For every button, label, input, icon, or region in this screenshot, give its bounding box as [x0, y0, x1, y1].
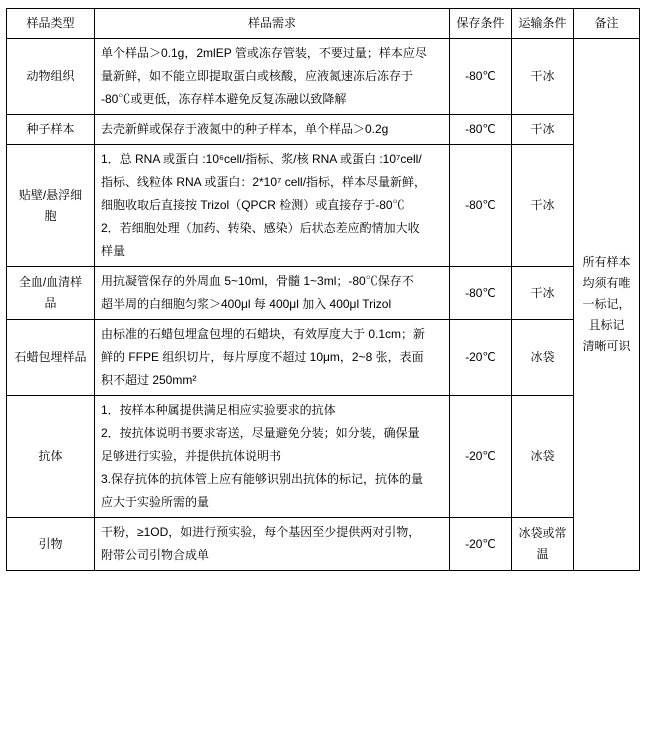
cell-storage: -80℃ [450, 39, 512, 115]
cell-storage: -20℃ [450, 396, 512, 518]
table-row [7, 518, 640, 571]
cell-storage: -80℃ [450, 115, 512, 145]
requirement-line: 样量 [101, 244, 126, 258]
cell-storage: -20℃ [450, 518, 512, 571]
table-row [7, 267, 640, 320]
header-shipping-condition: 运输条件 [512, 9, 574, 39]
cell-sample-type: 石蜡包埋样品 [7, 320, 95, 396]
header-sample-requirement: 样品需求 [95, 9, 450, 39]
requirement-line: 3.保存抗体的抗体管上应有能够识别出抗体的标记，抗体的量 [101, 472, 424, 486]
requirement-line: 单个样品＞0.1g，2mlEP 管或冻存管装，不要过量；样本应尽 [101, 46, 427, 60]
requirement-line: 2．若细胞处理（加药、转染、感染）后状态差应酌情加大收 [101, 221, 420, 235]
cell-shipping: 干冰 [512, 145, 574, 267]
cell-requirement [95, 39, 450, 115]
requirement-line: 1．按样本种属提供满足相应实验要求的抗体 [101, 403, 336, 417]
cell-storage: -20℃ [450, 320, 512, 396]
header-remark: 备注 [574, 9, 640, 39]
requirement-line: 应大于实验所需的量 [101, 495, 210, 509]
requirement-line: 细胞收取后直接按 Trizol（QPCR 检测）或直接存于-80℃ [101, 198, 405, 212]
table-row [7, 115, 640, 145]
cell-shipping: 干冰 [512, 267, 574, 320]
requirement-line: 积不超过 250mm² [101, 373, 197, 387]
requirement-line: 鲜的 FFPE 组织切片，每片厚度不超过 10μm，2~8 张，表面 [101, 350, 424, 364]
header-sample-type: 样品类型 [7, 9, 95, 39]
table-row [7, 320, 640, 396]
cell-remark [574, 39, 640, 571]
cell-sample-type: 动物组织 [7, 39, 95, 115]
cell-requirement [95, 267, 450, 320]
cell-shipping: 冰袋 [512, 320, 574, 396]
requirement-line: 干粉，≥1OD，如进行预实验，每个基因至少提供两对引物， [101, 525, 421, 539]
cell-shipping: 干冰 [512, 115, 574, 145]
header-row [7, 9, 640, 39]
remark-line: 均须有唯 [582, 276, 631, 290]
cell-storage: -80℃ [450, 145, 512, 267]
requirement-line: 由标准的石蜡包埋盒包埋的石蜡块，有效厚度大于 0.1cm；新 [101, 327, 426, 341]
cell-requirement [95, 115, 450, 145]
requirement-line: 去壳新鲜或保存于液氮中的种子样本，单个样品＞0.2g [101, 122, 389, 136]
sample-requirements-table [6, 8, 640, 571]
requirement-line: 足够进行实验，并提供抗体说明书 [101, 449, 282, 463]
table-body [7, 39, 640, 571]
cell-requirement [95, 145, 450, 267]
requirement-line: 附带公司引物合成单 [101, 548, 210, 562]
cell-sample-type: 贴壁/悬浮细胞 [7, 145, 95, 267]
requirement-line: 超半周的白细胞匀浆＞400μl 每 400μl 加入 400μl Trizol [101, 297, 392, 311]
cell-requirement [95, 396, 450, 518]
requirement-line: 用抗凝管保存的外周血 5~10ml，骨髓 1~3ml；-80℃保存不 [101, 274, 414, 288]
requirement-line: -80℃或更低，冻存样本避免反复冻融以致降解 [101, 92, 347, 106]
cell-requirement [95, 518, 450, 571]
remark-line: 一标记， [582, 297, 631, 311]
table-header [7, 9, 640, 39]
header-storage-condition: 保存条件 [450, 9, 512, 39]
cell-requirement [95, 320, 450, 396]
cell-sample-type: 引物 [7, 518, 95, 571]
requirement-line: 指标、线粒体 RNA 或蛋白：2*10⁷ cell/指标，样本尽量新鲜， [101, 175, 427, 189]
remark-line: 所有样本 [582, 255, 631, 269]
cell-sample-type: 抗体 [7, 396, 95, 518]
cell-shipping: 干冰 [512, 39, 574, 115]
requirement-line: 1．总 RNA 或蛋白 :10⁶cell/指标、浆/核 RNA 或蛋白 :10⁷cell/ [101, 152, 422, 166]
cell-storage: -80℃ [450, 267, 512, 320]
remark-line: 清晰可识 [582, 339, 631, 353]
requirement-line: 量新鲜，如不能立即提取蛋白或核酸，应液氮速冻后冻存于 [101, 69, 414, 83]
cell-sample-type: 种子样本 [7, 115, 95, 145]
table-row [7, 145, 640, 267]
table-row [7, 396, 640, 518]
cell-shipping: 冰袋 [512, 396, 574, 518]
table-row [7, 39, 640, 115]
cell-shipping: 冰袋或常温 [512, 518, 574, 571]
cell-sample-type: 全血/血清样品 [7, 267, 95, 320]
requirement-line: 2．按抗体说明书要求寄送，尽量避免分装；如分装，确保量 [101, 426, 420, 440]
remark-line: 且标记 [588, 318, 625, 332]
